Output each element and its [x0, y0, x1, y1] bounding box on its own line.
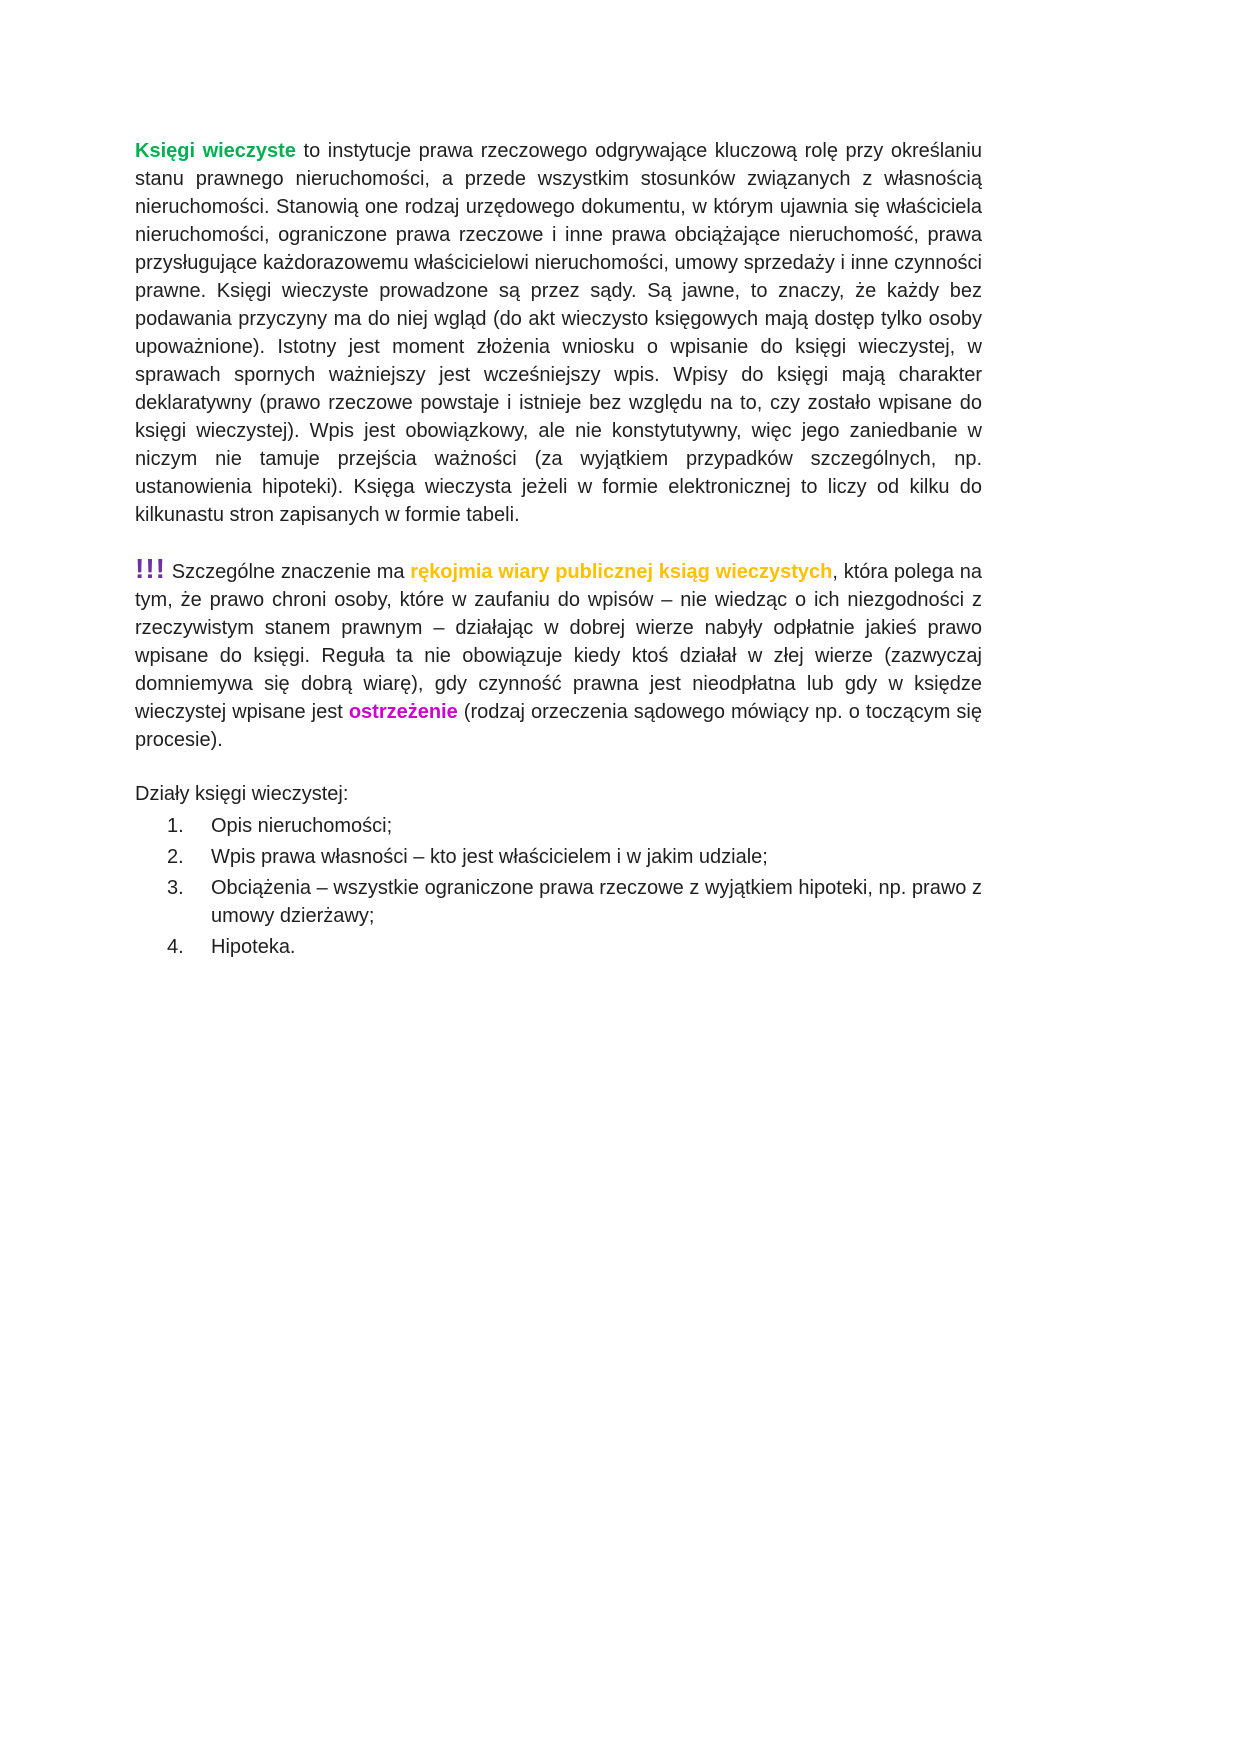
term-ostrzezenie: ostrzeżenie — [348, 701, 458, 723]
term-rekojmia-wiary-publicznej: rękojmia wiary publicznej ksiąg wieczystych — [410, 561, 833, 583]
list-item-text: Opis nieruchomości; — [211, 815, 393, 837]
list-item — [167, 812, 982, 840]
list-item-text: Wpis prawa własności – kto jest właścicielem i w jakim udziale; — [211, 846, 768, 868]
paragraph2-text-2: , która polega na tym, że prawo chroni osoby, które w zaufaniu do wpisów – nie wiedząc o ich niezgodności z rzeczywistym stanem prawnym – działając w dobrej wierze nabyły odpłatnie jakieś prawo wpisane do księgi. Reguła ta nie obowiązuje kiedy ktoś działał w złej wierze (zazwyczaj domniemywa się dobrą wiarę), gdy czynność prawna jest nieodpłatna lub gdy w księdze wieczystej wpisane jest — [135, 561, 982, 723]
paragraph1-body-text: to instytucje prawa rzeczowego odgrywające kluczową rolę przy określaniu stanu prawnego nieruchomości, a przede wszystkim stosunków związanych z własnością nieruchomości. Stanowią one rodzaj urzędowego dokumentu, w którym ujawnia się właściciela nieruchomości, ograniczone prawa rzeczowe i inne prawa obciążające nieruchomość, prawa przysługujące każdorazowemu właścicielowi nieruchomości, umowy sprzedaży i inne czynności prawne. Księgi wieczyste prowadzone są przez sądy. Są jawne, to znaczy, że każdy bez podawania przyczyny ma do niej wgląd (do akt wieczysto księgowych mają dostęp tylko osoby upoważnione). Istotny jest moment złożenia wniosku o wpisanie do księgi wieczystej, w sprawach spornych ważniejszy jest wcześniejszy wpis. Wpisy do księgi mają charakter deklaratywny (prawo rzeczowe powstaje i istnieje bez względu na to, czy zostało wpisane do księgi wieczystej). Wpis jest obowiązkowy, ale nie konstytutywny, więc jego zaniedbanie w niczym nie tamuje przejścia ważności (za wyjątkiem przypadków szczególnych, np. ustanowienia hipoteki). Księga wieczysta jeżeli w formie elektronicznej to liczy od kilku do kilkunastu stron zapisanych w formie tabeli. — [135, 140, 982, 526]
paragraph2-text-1: Szczególne znaczenie ma — [165, 561, 411, 583]
list-item — [167, 874, 982, 930]
paragraph-rekojmia — [135, 555, 982, 754]
numbered-list-dzialy — [167, 812, 982, 961]
list-item-number: 3. — [167, 877, 184, 899]
list-item-number: 4. — [167, 936, 184, 958]
list-item-text: Hipoteka. — [211, 936, 296, 958]
list-item-text: Obciążenia – wszystkie ograniczone prawa rzeczowe z wyjątkiem hipoteki, np. prawo z umowy dzierżawy; — [211, 877, 982, 927]
paragraph-ksiegi-wieczyste — [135, 137, 982, 529]
list-item-number: 1. — [167, 815, 184, 837]
term-ksiegi-wieczyste: Księgi wieczyste — [135, 140, 296, 162]
list-item — [167, 843, 982, 871]
exclamation-marks: !!! — [135, 553, 166, 584]
paragraph2-text-3: (rodzaj orzeczenia sądowego mówiący np. o toczącym się procesie). — [135, 701, 982, 751]
list-title-dzialy: Działy księgi wieczystej: — [135, 783, 349, 805]
list-item-number: 2. — [167, 846, 184, 868]
list-item — [167, 933, 982, 961]
